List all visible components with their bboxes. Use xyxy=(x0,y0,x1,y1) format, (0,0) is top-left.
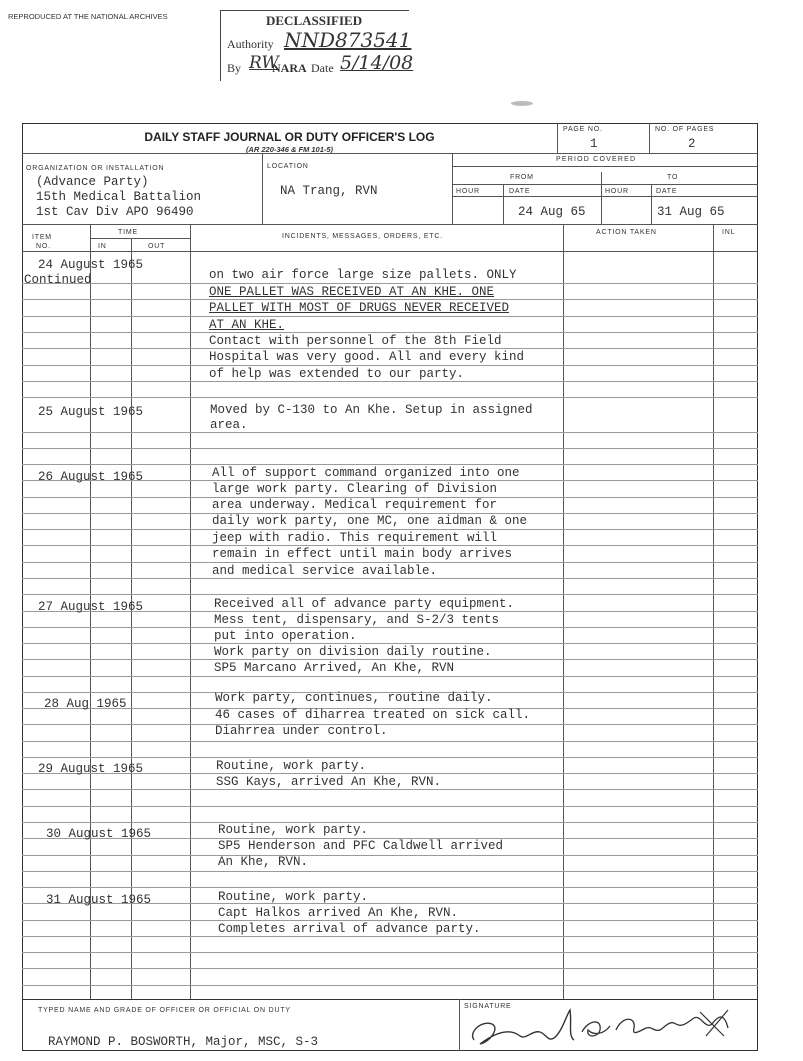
entry-3-line-4: daily work party, one MC, one aidman & one xyxy=(212,514,528,528)
entry-8-line-3: Completes arrival of advance party. xyxy=(218,922,481,936)
ruled-line xyxy=(22,724,758,725)
ruled-line xyxy=(22,757,758,758)
ruled-line xyxy=(22,299,758,300)
punch-mark xyxy=(511,101,533,106)
stamp-by-initials: RW xyxy=(249,53,279,73)
entry-1-line-1: on two air force large size pallets. ONLY xyxy=(209,268,517,282)
entry-6-line-2: SSG Kays, arrived An Khe, RVN. xyxy=(216,775,442,789)
entry-4-line-2: Mess tent, dispensary, and S-2/3 tents xyxy=(214,613,500,627)
entry-8-date: 31 August 1965 xyxy=(46,893,152,907)
entry-1-line-4: AT AN KHE. xyxy=(209,318,285,332)
form-title: DAILY STAFF JOURNAL OR DUTY OFFICER'S LOG xyxy=(144,130,435,144)
time-out-label: OUT xyxy=(148,243,166,250)
ruled-line xyxy=(22,741,758,742)
entry-5-date: 28 Aug 1965 xyxy=(44,697,127,711)
no-of-pages-label: NO. OF PAGES xyxy=(655,126,715,133)
entry-7-date: 30 August 1965 xyxy=(46,827,152,841)
entry-6-line-1: Routine, work party. xyxy=(216,759,367,773)
ruled-line xyxy=(22,936,758,937)
entry-3-line-2: large work party. Clearing of Division xyxy=(212,482,498,496)
typed-name-label: TYPED NAME AND GRADE OF OFFICER OR OFFICIAL ON DUTY xyxy=(38,1007,291,1014)
entry-6-date: 29 August 1965 xyxy=(38,762,144,776)
no-of-pages-value: 2 xyxy=(688,137,696,151)
entry-5-line-2: 46 cases of diharrea treated on sick call. xyxy=(215,708,531,722)
entry-7-line-2: SP5 Henderson and PFC Caldwell arrived xyxy=(218,839,504,853)
entry-1-line-3: PALLET WITH MOST OF DRUGS NEVER RECEIVED xyxy=(209,301,510,315)
ruled-line xyxy=(22,283,758,284)
entry-7-line-3: An Khe, RVN. xyxy=(218,855,309,869)
page-no-label: PAGE NO. xyxy=(563,126,603,133)
stamp-agency: NARA xyxy=(272,61,307,75)
ruled-line xyxy=(22,529,758,530)
ruled-line xyxy=(22,448,758,449)
ruled-line xyxy=(22,968,758,969)
entry-1-line-5: Contact with personnel of the 8th Field xyxy=(209,334,502,348)
to-date-label: DATE xyxy=(656,188,678,195)
entry-1-line-7: of help was extended to our party. xyxy=(209,367,465,381)
entry-3-line-7: and medical service available. xyxy=(212,564,438,578)
entry-3-line-6: remain in effect until main body arrives xyxy=(212,547,513,561)
entry-2-line-2: area. xyxy=(210,418,248,432)
entry-8-line-1: Routine, work party. xyxy=(218,890,369,904)
ruled-line xyxy=(22,594,758,595)
period-covered-label: PERIOD COVERED xyxy=(556,156,637,163)
org-line-1: (Advance Party) xyxy=(36,175,149,189)
stamp-date-label: Date xyxy=(311,61,334,75)
entry-3-line-3: area underway. Medical requirement for xyxy=(212,498,498,512)
entry-7-line-1: Routine, work party. xyxy=(218,823,369,837)
inl-label: INL xyxy=(722,229,736,236)
entry-5-line-3: Diahrrea under control. xyxy=(215,724,388,738)
ruled-line xyxy=(22,432,758,433)
ruled-line xyxy=(22,348,758,349)
ruled-line xyxy=(22,985,758,986)
location-label: LOCATION xyxy=(267,163,309,170)
ruled-line xyxy=(22,871,758,872)
entry-2-line-1: Moved by C-130 to An Khe. Setup in assigned xyxy=(210,403,533,417)
ruled-line xyxy=(22,676,758,677)
from-date-value: 24 Aug 65 xyxy=(518,205,586,219)
entry-3-date: 26 August 1965 xyxy=(38,470,144,484)
entry-1-continued: Continued xyxy=(24,273,92,287)
entry-4-line-1: Received all of advance party equipment. xyxy=(214,597,515,611)
ruled-line xyxy=(22,316,758,317)
entry-5-line-1: Work party, continues, routine daily. xyxy=(215,691,493,705)
stamp-by-label: By xyxy=(227,61,242,75)
to-hour-label: HOUR xyxy=(605,188,629,195)
ruled-line xyxy=(22,822,758,823)
page-no-value: 1 xyxy=(590,137,598,151)
ruled-line xyxy=(22,365,758,366)
officer-name: RAYMOND P. BOSWORTH, Major, MSC, S-3 xyxy=(48,1035,319,1049)
entry-1-line-2: ONE PALLET WAS RECEIVED AT AN KHE. ONE xyxy=(209,285,495,299)
stamp-authority-label: Authority xyxy=(227,37,274,51)
incidents-label: INCIDENTS, MESSAGES, ORDERS, ETC. xyxy=(282,233,443,240)
ruled-line xyxy=(22,381,758,382)
to-date-value: 31 Aug 65 xyxy=(657,205,725,219)
from-hour-label: HOUR xyxy=(456,188,480,195)
org-label: ORGANIZATION OR INSTALLATION xyxy=(26,165,165,172)
to-label: TO xyxy=(667,174,679,181)
stamp-date-value: 5/14/08 xyxy=(340,52,414,74)
item-label: ITEM xyxy=(32,234,52,241)
ruled-line xyxy=(22,887,758,888)
ruled-line xyxy=(22,659,758,660)
ruled-line xyxy=(22,920,758,921)
ruled-line xyxy=(22,855,758,856)
ruled-line xyxy=(22,332,758,333)
org-line-3: 1st Cav Div APO 96490 xyxy=(36,205,194,219)
entry-3-line-5: jeep with radio. This requirement will xyxy=(212,531,498,545)
ruled-line xyxy=(22,627,758,628)
ruled-line xyxy=(22,562,758,563)
entry-1-line-6: Hospital was very good. All and every kind xyxy=(209,350,525,364)
entry-3-line-1: All of support command organized into one xyxy=(212,466,520,480)
entry-4-line-3: put into operation. xyxy=(214,629,357,643)
archive-note: REPRODUCED AT THE NATIONAL ARCHIVES xyxy=(8,12,168,21)
location-value: NA Trang, RVN xyxy=(280,184,378,198)
entry-4-line-4: Work party on division daily routine. xyxy=(214,645,492,659)
ruled-line xyxy=(22,397,758,398)
entry-1-date: 24 August 1965 xyxy=(38,258,144,272)
form-subtitle: (AR 220-346 & FM 101-5) xyxy=(245,145,334,154)
ruled-line xyxy=(22,578,758,579)
stamp-authority-value: NND873541 xyxy=(284,28,412,52)
item-no-label: NO. xyxy=(36,243,51,250)
time-label: TIME xyxy=(118,229,138,236)
ruled-line xyxy=(22,789,758,790)
ruled-line xyxy=(22,545,758,546)
entry-4-line-5: SP5 Marcano Arrived, An Khe, RVN xyxy=(214,661,455,675)
entry-2-date: 25 August 1965 xyxy=(38,405,144,419)
signature-image xyxy=(462,1002,742,1054)
time-in-label: IN xyxy=(98,243,107,250)
signature-label: SIGNATURE xyxy=(464,1003,512,1010)
from-label: FROM xyxy=(510,174,534,181)
ruled-line xyxy=(22,806,758,807)
org-line-2: 15th Medical Battalion xyxy=(36,190,202,204)
ruled-line xyxy=(22,464,758,465)
ruled-line xyxy=(22,643,758,644)
action-taken-label: ACTION TAKEN xyxy=(596,229,657,236)
ruled-line xyxy=(22,952,758,953)
stamp-title: DECLASSIFIED xyxy=(266,13,363,28)
entry-4-date: 27 August 1965 xyxy=(38,600,144,614)
from-date-label: DATE xyxy=(509,188,531,195)
entry-8-line-2: Capt Halkos arrived An Khe, RVN. xyxy=(218,906,459,920)
